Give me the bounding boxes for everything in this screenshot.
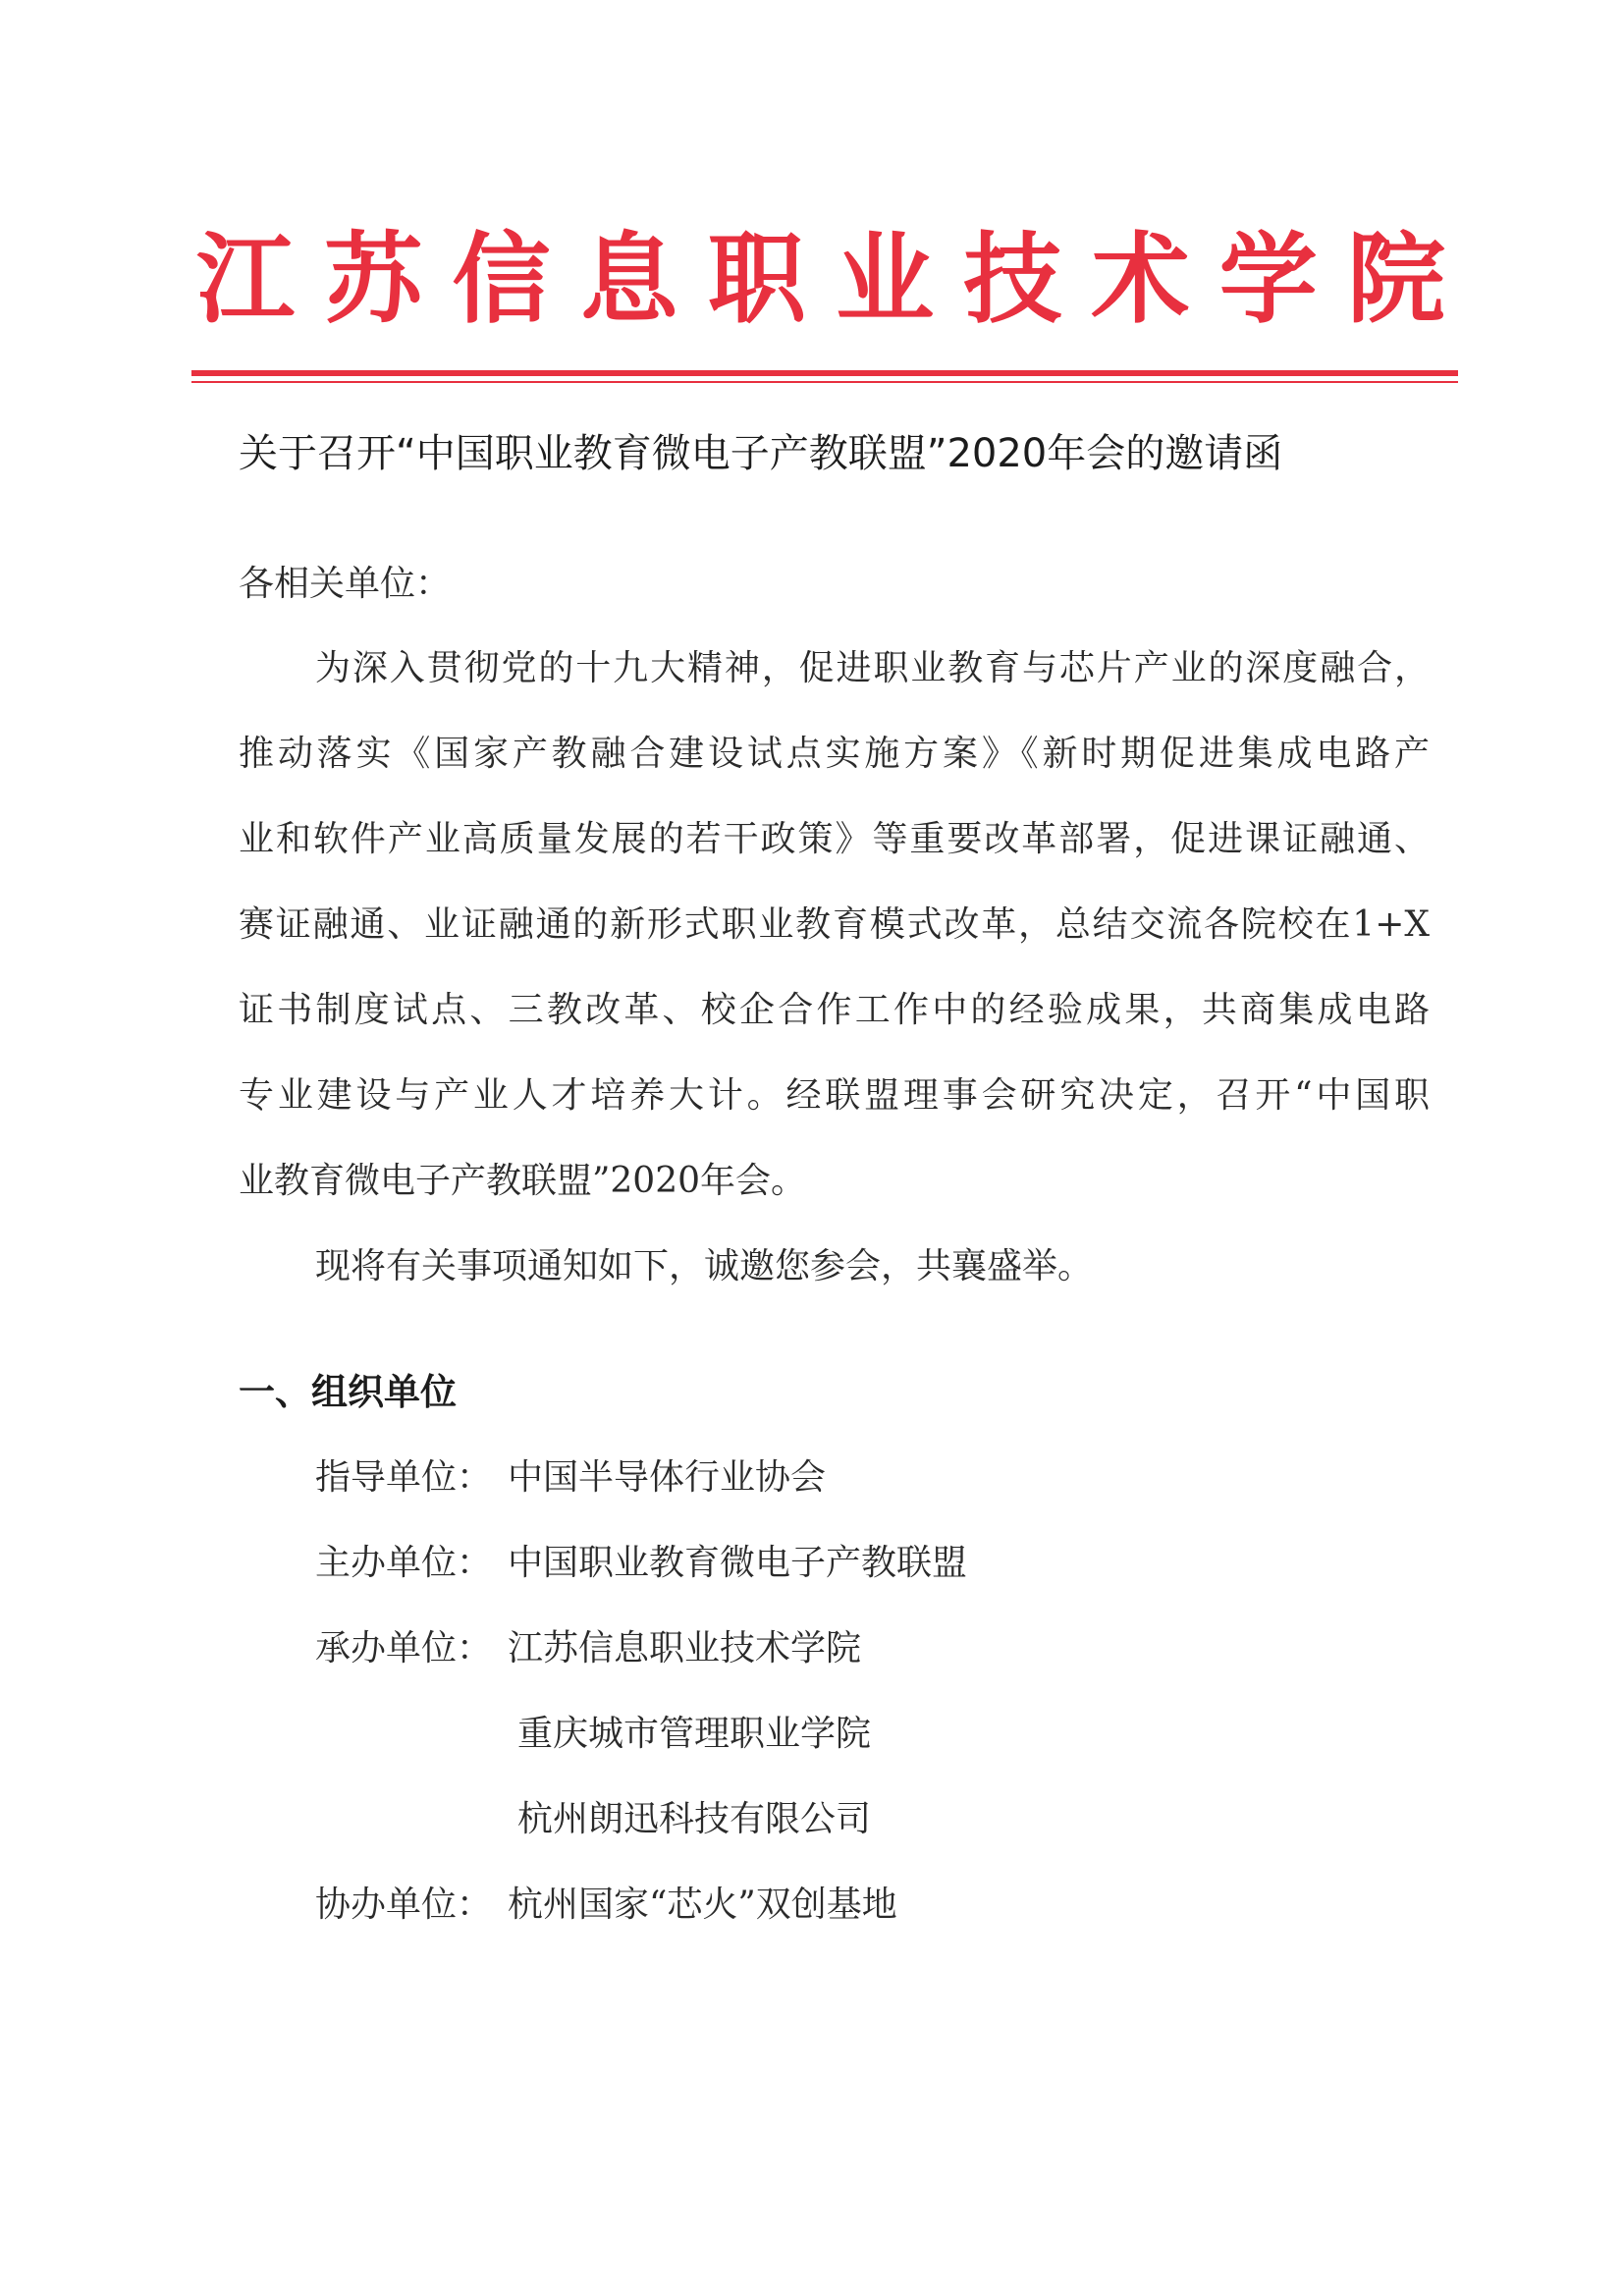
masthead-char: 江 [196,222,295,337]
coorganizer-unit-label: 协办单位： [315,1885,493,1925]
masthead-char: 院 [1346,222,1445,337]
organizer-unit-value: 江苏信息职业技术学院 [508,1628,862,1668]
organizer-unit-label: 承办单位： [315,1628,493,1668]
document-title: 关于召开“中国职业教育微电子产教联盟”2020年会的邀请函 [239,431,1283,476]
letterhead-rule-thin [191,381,1458,383]
host-unit-label: 主办单位： [315,1543,493,1583]
masthead-char: 技 [963,222,1062,337]
salutation: 各相关单位： [239,564,452,604]
paragraph-line: 专业建设与产业人才培养大计。经联盟理事会研究决定，召开“中国职 [239,1075,1430,1116]
paragraph-line: 推动落实《国家产教融合建设试点实施方案》《新时期促进集成电路产 [239,734,1430,774]
masthead-char: 信 [452,222,551,337]
paragraph-line: 赛证融通、业证融通的新形式职业教育模式改革，总结交流各院校在1+X [239,904,1430,945]
section-heading-organizers: 一、组织单位 [239,1371,457,1413]
organizer-unit-value: 杭州朗迅科技有限公司 [517,1799,872,1839]
masthead-char: 业 [836,222,935,337]
paragraph-line: 业教育微电子产教联盟”2020年会。 [239,1161,807,1201]
host-unit-value: 中国职业教育微电子产教联盟 [508,1543,968,1583]
masthead-char: 术 [1091,222,1190,337]
guide-unit-value: 中国半导体行业协会 [508,1457,827,1498]
masthead-char: 学 [1218,222,1318,337]
coorganizer-unit-value: 杭州国家“芯火”双创基地 [508,1885,897,1925]
paragraph-line: 业和软件产业高质量发展的若干政策》等重要改革部署，促进课证融通、 [239,819,1430,859]
paragraph-line: 证书制度试点、三教改革、校企合作工作中的经验成果，共商集成电路 [239,990,1430,1030]
letterhead-masthead [192,221,1449,339]
organizer-unit-value: 重庆城市管理职业学院 [517,1714,872,1754]
paragraph-line: 为深入贯彻党的十九大精神，促进职业教育与芯片产业的深度融合， [315,648,1430,688]
masthead-char: 苏 [324,222,423,337]
guide-unit-label: 指导单位： [315,1457,493,1498]
masthead-char: 职 [707,222,806,337]
paragraph-invitation: 现将有关事项通知如下，诚邀您参会，共襄盛举。 [315,1246,1094,1286]
letterhead-rule-thick [191,370,1458,376]
masthead-char: 息 [579,222,678,337]
